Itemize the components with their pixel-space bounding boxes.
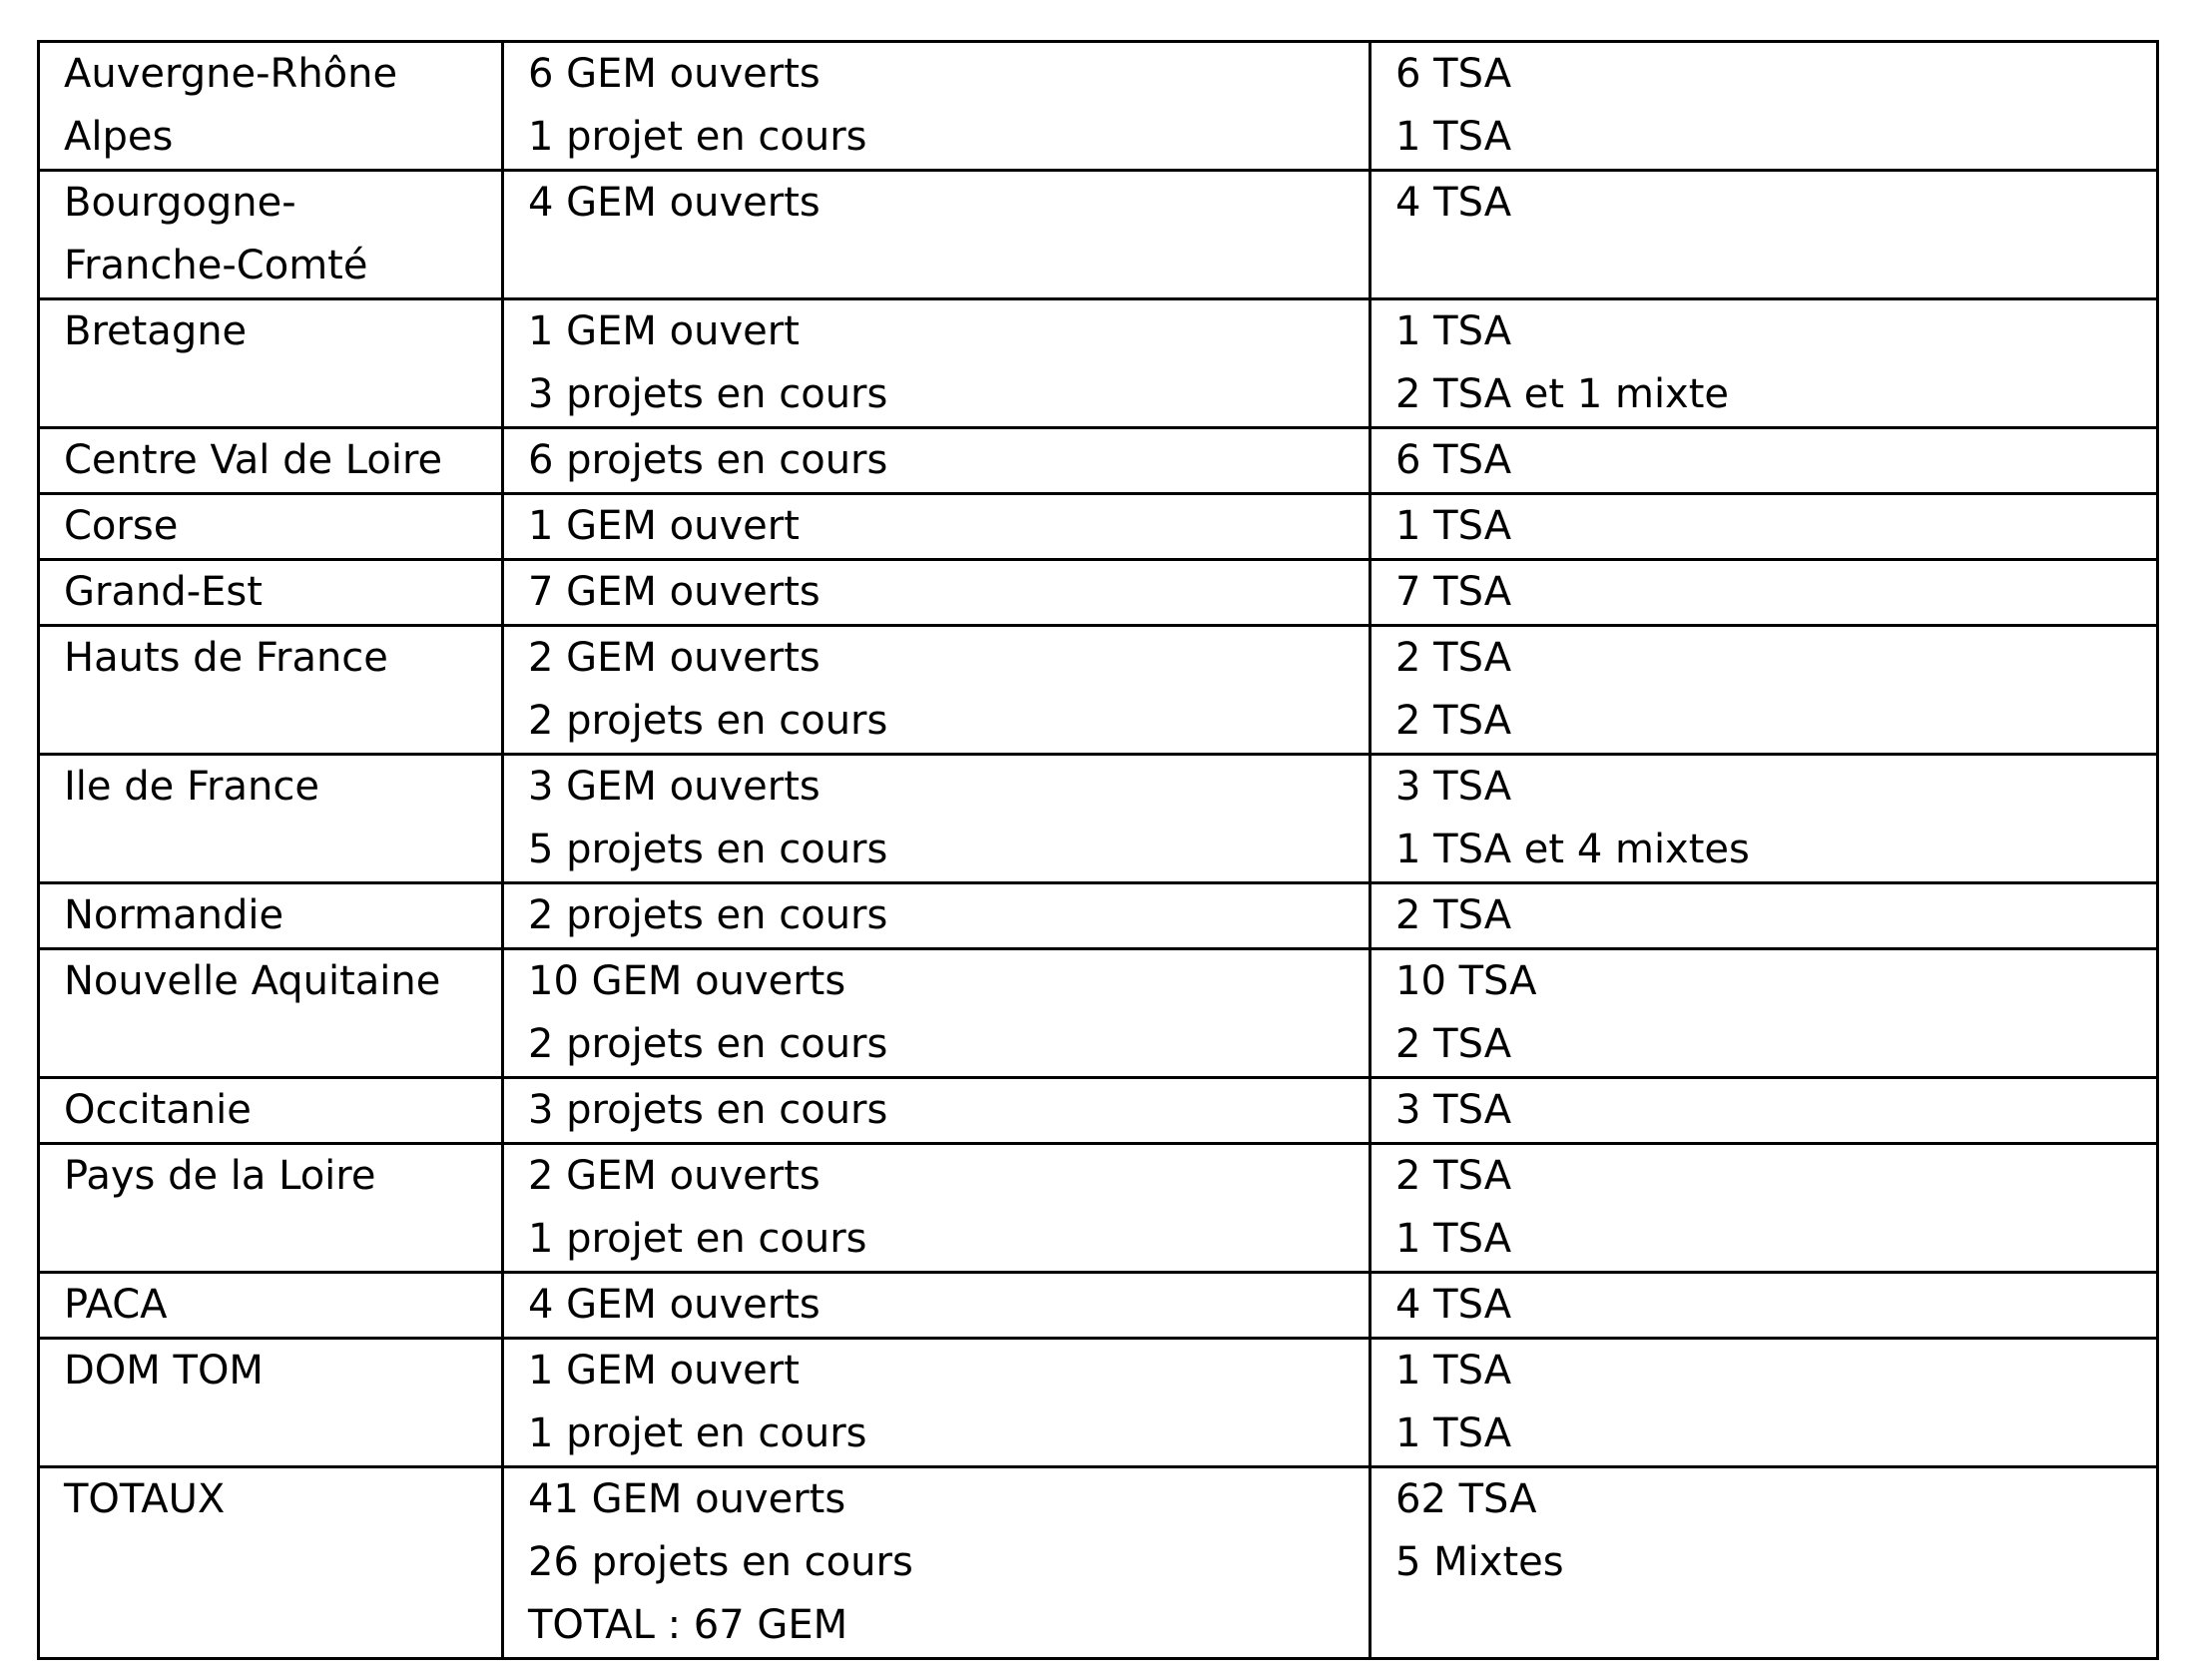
gem-count-cell-line: 3 projets en cours [528,1087,888,1133]
gem-count-cell-line: 2 GEM ouverts [528,635,821,681]
gem-type-cell [1371,883,2158,949]
gem-type-cell-line: 4 TSA [1395,180,1512,226]
gem-count-cell-line: 2 projets en cours [528,698,888,744]
region-cell-line: Normandie [64,892,284,938]
gem-type-cell-line: 6 TSA [1395,51,1512,97]
region-cell-line: Bretagne [64,308,248,354]
gem-type-cell [1371,560,2158,626]
gem-count-cell-line: 6 GEM ouverts [528,51,821,97]
region-cell [39,42,503,171]
region-cell [39,949,503,1078]
region-cell-line: Nouvelle Aquitaine [64,958,441,1004]
gem-type-cell-line: 2 TSA [1395,1021,1512,1067]
gem-type-cell-line: 2 TSA et 1 mixte [1395,371,1730,417]
table-row [39,626,2158,755]
gem-count-cell [503,1273,1371,1339]
gem-count-cell [503,949,1371,1078]
gem-count-cell-line: 10 GEM ouverts [528,958,846,1004]
gem-count-cell [503,1144,1371,1273]
region-cell-line: DOM TOM [64,1348,264,1394]
region-cell-line: TOTAUX [64,1476,226,1522]
table-row [39,1339,2158,1467]
gem-count-cell [503,428,1371,494]
region-cell [39,1078,503,1144]
gem-count-cell [503,1467,1371,1659]
gem-type-cell [1371,1273,2158,1339]
table-row [39,1078,2158,1144]
table-row [39,171,2158,299]
gem-count-cell-line: 26 projets en cours [528,1539,913,1585]
gem-count-cell [503,883,1371,949]
gem-type-cell [1371,949,2158,1078]
region-cell [39,755,503,883]
region-cell [39,428,503,494]
gem-count-cell-line: 3 projets en cours [528,371,888,417]
gem-type-cell [1371,299,2158,428]
region-cell-line: Corse [64,503,179,549]
region-cell [39,1144,503,1273]
table-row [39,428,2158,494]
gem-type-cell [1371,494,2158,560]
gem-count-cell-line: 1 GEM ouvert [528,503,800,549]
gem-count-cell [503,1078,1371,1144]
gem-count-cell-line: 4 GEM ouverts [528,180,821,226]
table-row [39,1467,2158,1659]
region-cell [39,171,503,299]
gem-type-cell-line: 3 TSA [1395,764,1512,810]
gem-type-cell-line: 7 TSA [1395,569,1512,615]
gem-type-cell [1371,755,2158,883]
gem-type-cell [1371,171,2158,299]
gem-type-cell [1371,1078,2158,1144]
gem-count-cell-line: 2 GEM ouverts [528,1153,821,1199]
gem-count-cell-line: 2 projets en cours [528,1021,888,1067]
table-row [39,1273,2158,1339]
region-cell-line: PACA [64,1282,168,1328]
gem-count-cell-line: 2 projets en cours [528,892,888,938]
gem-count-cell-line: 1 projet en cours [528,1410,867,1456]
region-cell-line: Alpes [64,114,174,160]
gem-type-cell [1371,1144,2158,1273]
gem-count-cell-line: 4 GEM ouverts [528,1282,821,1328]
gem-type-cell [1371,1467,2158,1659]
gem-count-cell [503,755,1371,883]
gem-type-cell-line: 1 TSA et 4 mixtes [1395,827,1750,872]
table-row [39,494,2158,560]
region-cell [39,1467,503,1659]
gem-count-cell [503,42,1371,171]
gem-type-cell-line: 3 TSA [1395,1087,1512,1133]
gem-type-cell-line: 2 TSA [1395,635,1512,681]
gem-type-cell-line: 1 TSA [1395,1216,1512,1262]
region-cell-line: Ile de France [64,764,319,810]
region-cell [39,299,503,428]
gem-type-cell-line: 1 TSA [1395,1348,1512,1394]
region-cell [39,1339,503,1467]
gem-region-table [37,40,2159,1660]
region-cell [39,883,503,949]
region-cell-line: Franche-Comté [64,243,368,288]
table-row [39,299,2158,428]
gem-count-cell [503,1339,1371,1467]
table-row [39,883,2158,949]
table-row [39,42,2158,171]
gem-count-cell [503,299,1371,428]
region-cell [39,1273,503,1339]
gem-type-cell-line: 62 TSA [1395,1476,1537,1522]
gem-count-cell-line: 1 GEM ouvert [528,308,800,354]
gem-type-cell [1371,42,2158,171]
region-cell-line: Auvergne-Rhône [64,51,398,97]
gem-type-cell-line: 4 TSA [1395,1282,1512,1328]
gem-count-cell [503,494,1371,560]
region-cell [39,560,503,626]
gem-count-cell [503,626,1371,755]
region-cell-line: Pays de la Loire [64,1153,376,1199]
region-cell-line: Occitanie [64,1087,252,1133]
gem-count-cell-line: TOTAL : 67 GEM [528,1602,848,1648]
gem-type-cell-line: 1 TSA [1395,503,1512,549]
table-row [39,1144,2158,1273]
gem-type-cell-line: 2 TSA [1395,698,1512,744]
gem-count-cell-line: 1 projet en cours [528,1216,867,1262]
region-cell [39,494,503,560]
table-row [39,949,2158,1078]
gem-count-cell-line: 5 projets en cours [528,827,888,872]
gem-count-cell [503,560,1371,626]
gem-type-cell [1371,1339,2158,1467]
gem-count-cell-line: 41 GEM ouverts [528,1476,846,1522]
gem-type-cell-line: 10 TSA [1395,958,1537,1004]
table-row [39,560,2158,626]
gem-count-cell-line: 7 GEM ouverts [528,569,821,615]
gem-type-cell-line: 1 TSA [1395,1410,1512,1456]
gem-type-cell-line: 2 TSA [1395,892,1512,938]
gem-type-cell [1371,626,2158,755]
table-row [39,755,2158,883]
gem-type-cell-line: 6 TSA [1395,437,1512,483]
region-cell-line: Grand-Est [64,569,263,615]
region-cell-line: Bourgogne- [64,180,296,226]
gem-count-cell-line: 6 projets en cours [528,437,888,483]
region-cell-line: Hauts de France [64,635,388,681]
gem-count-cell-line: 1 projet en cours [528,114,867,160]
region-cell [39,626,503,755]
gem-type-cell-line: 1 TSA [1395,114,1512,160]
gem-count-cell [503,171,1371,299]
gem-type-cell-line: 5 Mixtes [1395,1539,1564,1585]
gem-type-cell [1371,428,2158,494]
gem-type-cell-line: 1 TSA [1395,308,1512,354]
gem-count-cell-line: 3 GEM ouverts [528,764,821,810]
region-cell-line: Centre Val de Loire [64,437,443,483]
table-body [39,42,2158,1659]
gem-type-cell-line: 2 TSA [1395,1153,1512,1199]
gem-count-cell-line: 1 GEM ouvert [528,1348,800,1394]
